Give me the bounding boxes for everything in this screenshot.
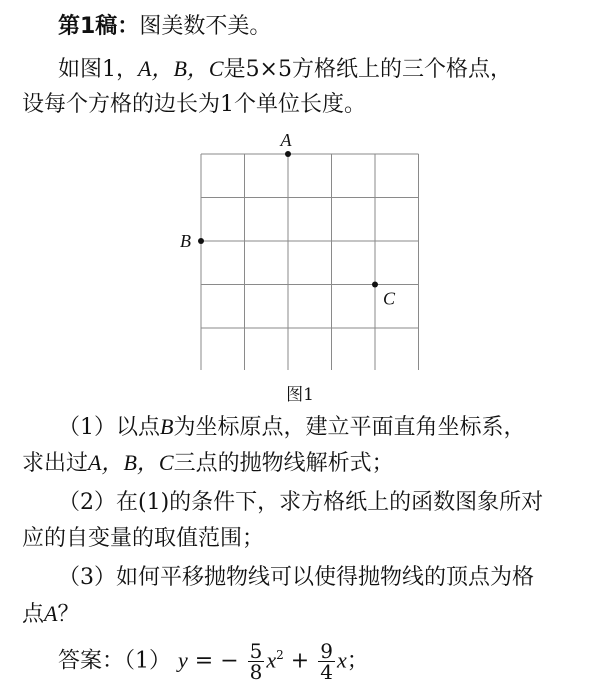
grid-point-b (198, 238, 204, 244)
draft-title: 图美数不美。 (139, 14, 272, 39)
intro-points: A，B，C (138, 56, 224, 81)
question-1-line-1 (58, 412, 600, 443)
grid-point-c (372, 282, 378, 288)
q3-line2-post: ？ (57, 602, 80, 627)
grid-figure (170, 130, 430, 370)
q1-text-post: 为坐标原点，建立平面直角坐标系， (173, 415, 526, 440)
q1-line2-pre: 求出过 (22, 451, 89, 476)
answer-x: x (336, 647, 347, 673)
draft-heading (58, 12, 600, 42)
fraction-denominator-2: 4 (320, 659, 333, 684)
q3-point-a: A (44, 601, 58, 626)
answer-end: ； (346, 648, 369, 674)
intro-line-1 (58, 54, 600, 85)
intro-line-2 (22, 90, 600, 120)
point-label-c: C (383, 288, 396, 309)
point-label-b: B (180, 231, 191, 251)
answer-label: 答案：（1） (58, 648, 171, 674)
fraction-5-8 (248, 638, 265, 684)
q1-line2-post: 三点的抛物线解析式； (173, 451, 394, 476)
draft-label: 第1稿： (58, 14, 140, 39)
answer-y: y (178, 647, 188, 673)
question-2-line-1 (58, 488, 600, 518)
point-label-a: A (280, 130, 292, 150)
grid-lines (201, 154, 419, 370)
fraction-numerator: 5 (249, 638, 263, 663)
intro-text-post: 是5×5方格纸上的三个格点， (223, 57, 512, 82)
q3-line2-pre: 点 (22, 602, 45, 627)
grid-point-a (285, 151, 291, 157)
figure-caption: 图1 (286, 385, 314, 405)
q1-text-pre: （1）以点 (58, 415, 160, 440)
q1-point-b: B (160, 414, 174, 439)
fraction-numerator-2: 9 (320, 638, 333, 663)
q3-text-1: （3）如何平移抛物线可以使得抛物线的顶点为格 (58, 565, 534, 590)
fraction-9-4 (318, 638, 335, 684)
question-2-line-2 (22, 524, 600, 554)
answer-eq: = − (194, 648, 239, 674)
question-3-line-1 (58, 563, 600, 593)
q2-text-2: 应的自变量的取值范围； (22, 526, 265, 551)
fraction-denominator: 8 (249, 659, 263, 684)
intro-text-2: 设每个方格的边长为1个单位长度。 (22, 92, 366, 117)
answer-plus: + (290, 648, 310, 674)
answer-x-squared: x (266, 647, 277, 673)
answer-line (58, 630, 600, 684)
q1-line2-points: A，B，C (88, 450, 174, 475)
intro-text: 如图1， (58, 57, 138, 82)
question-1-line-2 (22, 448, 600, 479)
q2-text-1: （2）在(1)的条件下，求方格纸上的函数图象所对 (58, 490, 544, 515)
exponent: 2 (276, 648, 284, 662)
question-3-line-2 (22, 599, 600, 630)
